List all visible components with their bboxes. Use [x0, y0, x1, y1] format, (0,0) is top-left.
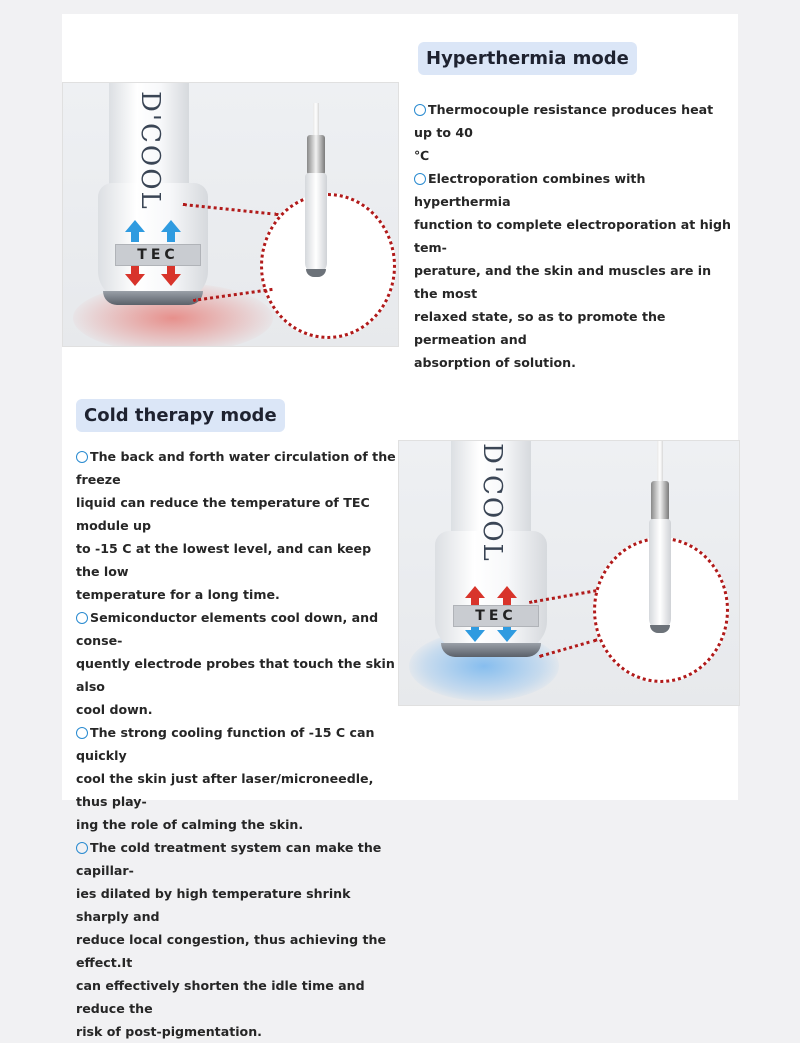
brand-logo: D'COOL [477, 443, 507, 563]
brand-logo: D'COOL [135, 91, 165, 211]
tec-label: TEC [453, 605, 539, 627]
hyperthermia-bullet-1: Thermocouple resistance produces heat up to 40 ℃ [414, 102, 714, 163]
cold-bullet-2: Semiconductor elements cool down, and conse- quently electrode probes that touch the skin also cool down. [76, 610, 395, 717]
cold-therapy-device-photo [398, 440, 740, 706]
probe-tool [301, 103, 331, 281]
hyperthermia-heading: Hyperthermia mode [418, 42, 637, 75]
hyperthermia-text [414, 98, 734, 374]
tec-label: TEC [115, 244, 201, 266]
device-metal-tip [441, 643, 541, 657]
hyperthermia-bullet-2: Electroporation combines with hyperthermia function to complete electroporation at high tem- perature, and the skin and muscles are in the most relaxed state, so as to promote the permeation and absorption of solution. [414, 171, 731, 370]
circle-bullet-icon [76, 727, 88, 739]
circle-bullet-icon [414, 104, 426, 116]
cold-bullet-4: The cold treatment system can make the capillar- ies dilated by high temperature shrink sharply and reduce local congestion, thus achieving the effect.It can effectively shorten the idle time and reduce the risk of post-pigmentation. [76, 840, 387, 1039]
circle-bullet-icon [76, 612, 88, 624]
hyperthermia-device-photo [62, 82, 399, 347]
circle-bullet-icon [76, 451, 88, 463]
probe-tool [645, 441, 675, 641]
cold-bullet-1: The back and forth water circulation of the freeze liquid can reduce the temperature of TEC module up to -15 C at the lowest level, and can keep the low temperature for a long time. [76, 449, 396, 602]
circle-bullet-icon [414, 173, 426, 185]
circle-bullet-icon [76, 842, 88, 854]
device-metal-tip [103, 291, 203, 305]
cold-bullet-3: The strong cooling function of -15 C can quickly cool the skin just after laser/microneedle, thus play- ing the role of calming the skin. [76, 725, 375, 832]
cold-therapy-text [76, 445, 396, 1043]
cold-therapy-heading: Cold therapy mode [76, 399, 285, 432]
